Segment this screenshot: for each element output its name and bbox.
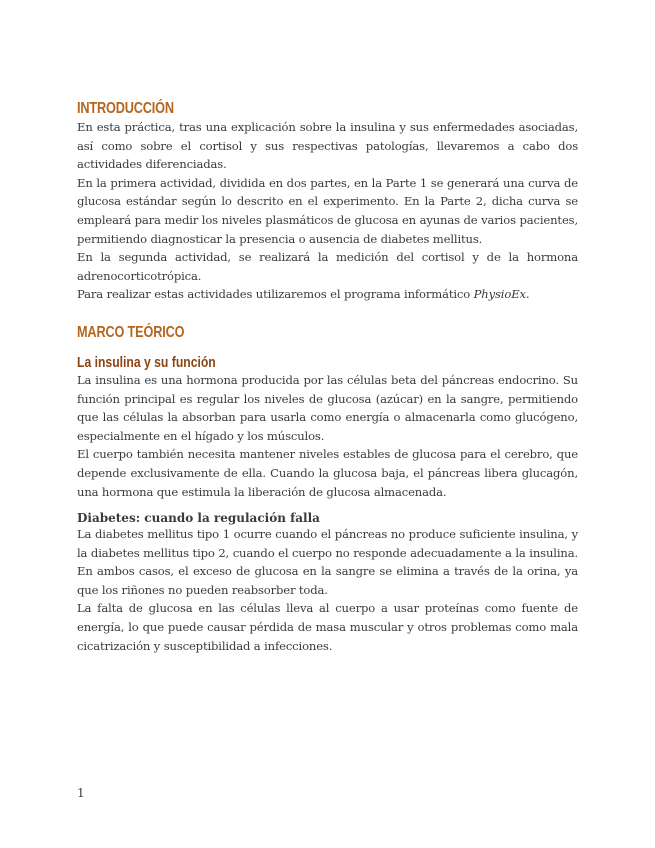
intro-paragraph-4-end: .	[525, 287, 530, 302]
program-name: PhysioEx	[473, 287, 526, 302]
intro-paragraph-4	[77, 285, 578, 304]
intro-paragraph-3: En la segunda actividad, se realizará la medición del cortisol y de la hormona adrenocorticotrópica.	[77, 250, 578, 283]
section-heading-marco-teorico: MARCO TEÓRICO	[77, 323, 185, 341]
subsection-heading-insulina: La insulina y su función	[77, 354, 216, 371]
diabetes-paragraph-1: La diabetes mellitus tipo 1 ocurre cuando el páncreas no produce suficiente insulina, y la diabetes mellitus tipo 2, cuando el cuerpo no responde adecuadamente a la insulina. En ambos casos, el exceso de glucosa en la sangre se elimina a través de la orina, ya que los riñones no pueden reabsorber toda.	[77, 527, 578, 597]
intro-paragraph-4-text: Para realizar estas actividades utilizaremos el programa informático	[77, 287, 474, 302]
marco-paragraph-2: El cuerpo también necesita mantener niveles estables de glucosa para el cerebro, que depende exclusivamente de ella. Cuando la glucosa baja, el páncreas libera glucagón, una hormona que estimula la liberación de glucosa almacenada.	[77, 447, 578, 499]
section-heading-introduccion: INTRODUCCIÓN	[77, 100, 174, 117]
diabetes-paragraph-2: La falta de glucosa en las células lleva al cuerpo a usar proteínas como fuente de energía, lo que puede causar pérdida de masa muscular y otros problemas como mala cicatrización y susceptibilidad a infecciones.	[77, 601, 578, 653]
intro-paragraph-2: En la primera actividad, dividida en dos partes, en la Parte 1 se generará una curva de glucosa estándar según lo descrito en el experimento. En la Parte 2, dicha curva se empleará para medir los niveles plasmáticos de glucosa en ayunas de varios pacientes, permitiendo diagnosticar la presencia o ausencia de diabetes mellitus.	[77, 175, 578, 246]
intro-paragraph-1: En esta práctica, tras una explicación sobre la insulina y sus enfermedades asociadas, así como sobre el cortisol y sus respectivas patologías, llevaremos a cabo dos actividades diferenciadas.	[77, 120, 578, 172]
marco-paragraph-1: La insulina es una hormona producida por las células beta del páncreas endocrino. Su función principal es regular los niveles de glucosa (azúcar) en la sangre, permitiendo que las células la absorban para usarla como energía o almacenarla como glucógeno, especialmente en el hígado y los músculos.	[77, 372, 578, 443]
document-page	[77, 100, 578, 655]
minor-heading-diabetes: Diabetes: cuando la regulación falla	[77, 511, 320, 526]
page-number: 1	[77, 786, 85, 800]
